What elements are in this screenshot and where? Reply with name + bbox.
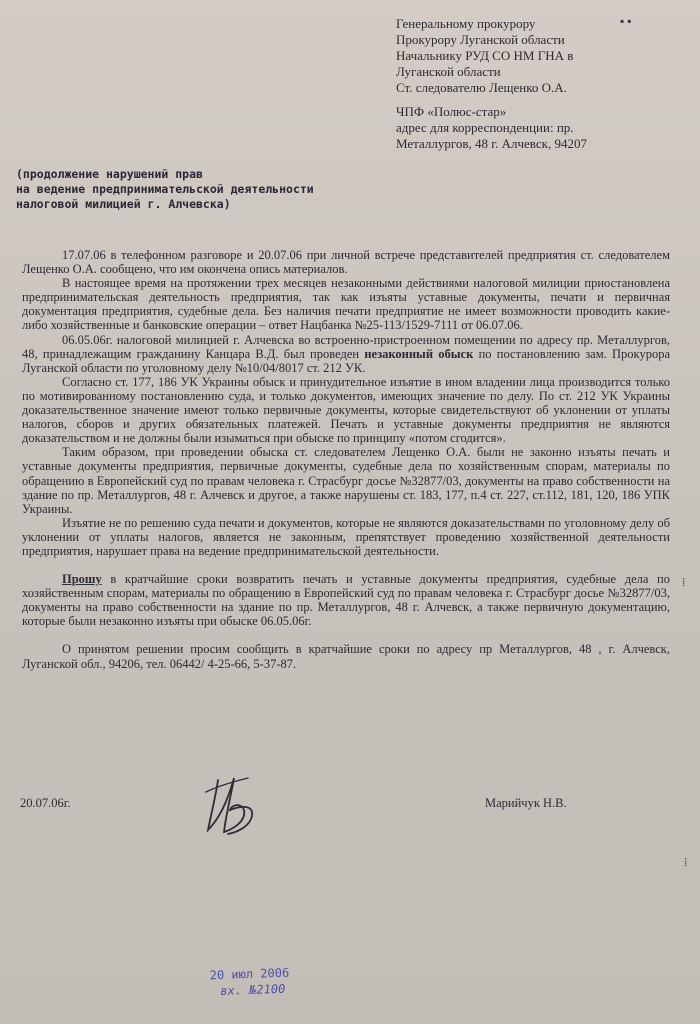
subject-heading	[16, 167, 376, 212]
paragraph-4: Согласно ст. 177, 186 УК Украины обыск и принудительное изъятие в ином владении лица производится только по мотивированному постановлению суда, и только документов, имеющих значение по делу. По ст. 212 УК Украины доказательственное значение имеют только первичные документы, которые свидетельствуют об уклонении от уплаты налогов, сборов и других обязательных платежей. Печать и уставные документы предприятия не являются доказательством и не должны были изыматься при обыске по принципу «потом сгодится».	[22, 374, 670, 446]
addressee-line: Луганской области	[396, 64, 501, 79]
paragraph-2: В настоящее время на протяжении трех месяцев незаконными действиями налоговой милиции приостановлена предпринимательская деятельность предприятия, так как изъяты уставные документы, печати и первичная документация предприятия, судебные дела. Без наличия печати предприятие не имеет возможности проводить какие-либо хозяйственные и банковские операции – ответ Нацбанка №25-113/1529-7111 от 06.07.06.	[22, 276, 670, 333]
addressee-block	[396, 16, 686, 96]
paragraph-3-text-end: по постановлению зам. Прокурора Луганской области по уголовному делу №10/04/8017 ст. 212 УК.	[22, 346, 671, 375]
request-paragraph	[22, 572, 670, 628]
request-keyword: Прошу	[62, 572, 102, 587]
letter-date: 20.07.06г.	[20, 796, 71, 810]
paragraph-1: 17.07.06 в телефонном разговоре и 20.07.06 при личной встрече представителей предприятия ст. следователем Лещенко О.А. сообщено, что им окончена опись материалов.	[22, 248, 670, 277]
addressee-line: Генеральному прокурору	[396, 16, 536, 31]
subject-line: (продолжение нарушений прав	[16, 167, 203, 181]
paragraph-6: Изъятие не по решению суда печати и документов, которые не являются доказательствами по уголовному делу об уклонении от уплаты налогов, является не законным, препятствует проведению хозяйственной деятельности предприятия, нарушает права на ведение предпринимательской деятельности.	[22, 515, 670, 558]
registration-stamp	[209, 965, 290, 1000]
addressee-line: Начальнику РУД СО НМ ГНА в	[396, 48, 574, 63]
paragraph-3-text: 06.05.06г. налоговой милицией г. Алчевска во встроенно-пристроенном помещении по адресу пр. Металлургов, 48, принадлежащим гражданину Канцара В.Д. был проведен	[22, 332, 670, 361]
reply-paragraph: О принятом решении просим сообщить в кратчайшие сроки по адресу пр Металлургов, 48 , г. Алчевск, Луганской обл., 94206, тел. 06442/ 4-25-66, 5-37-87.	[22, 642, 670, 671]
stamp-date: 20 июл 2006	[209, 965, 290, 983]
sender-line: адрес для корреспонденции: пр.	[396, 120, 574, 135]
addressee-line: Ст. следователю Лещенко О.А.	[396, 80, 567, 95]
stamp-number: вх. №2100	[220, 981, 286, 999]
sender-block	[396, 104, 686, 152]
sender-line: Металлургов, 48 г. Алчевск, 94207	[396, 136, 587, 151]
paragraph-5: Таким образом, при проведении обыска ст. следователем Лещенко О.А. были не законно изъяты печать и уставные документы предприятия, первичные документы, судебные дела по хозяйственным спорам, материалы по обращению в Европейский суд по правам человека г. Страсбург досье №32877/03, документы на право собственности на здание по пр. Металлургов, 48 г. Алчевск и другое, а также нарушены ст. 183, 177, п.4 ст. 227, ст.112, 181, 120, 186 УПК Украины.	[22, 445, 670, 516]
sender-line: ЧПФ «Полюс-стар»	[396, 104, 507, 119]
paragraph-3-emphasis: незаконный обыск	[364, 346, 474, 361]
letter-body	[22, 248, 670, 671]
subject-line: на ведение предпринимательской деятельности	[16, 182, 314, 196]
subject-line: налоговой милицией г. Алчевска)	[16, 197, 231, 211]
margin-mark: ⁞	[684, 855, 688, 869]
signature-drawing	[198, 770, 268, 842]
addressee-line: Прокурору Луганской области	[396, 32, 565, 47]
margin-mark: ⁞	[682, 575, 686, 589]
handwritten-signature	[198, 770, 268, 847]
margin-mark: ▪ ▪	[620, 14, 632, 28]
request-text: в кратчайшие сроки возвратить печать и уставные документы предприятия, судебные дела по хозяйственным спорам, материалы по обращению в Европейский суд по правам человека г. Страсбург досье №32877/03, документы на право собственности на здание по пр. Металлургов, 48 г. Алчевск, а также первичную документацию, которые были незаконно изъяты при обыске 06.05.06г.	[22, 572, 670, 629]
signer-name: Марийчук Н.В.	[485, 796, 567, 810]
paragraph-3	[22, 333, 670, 375]
